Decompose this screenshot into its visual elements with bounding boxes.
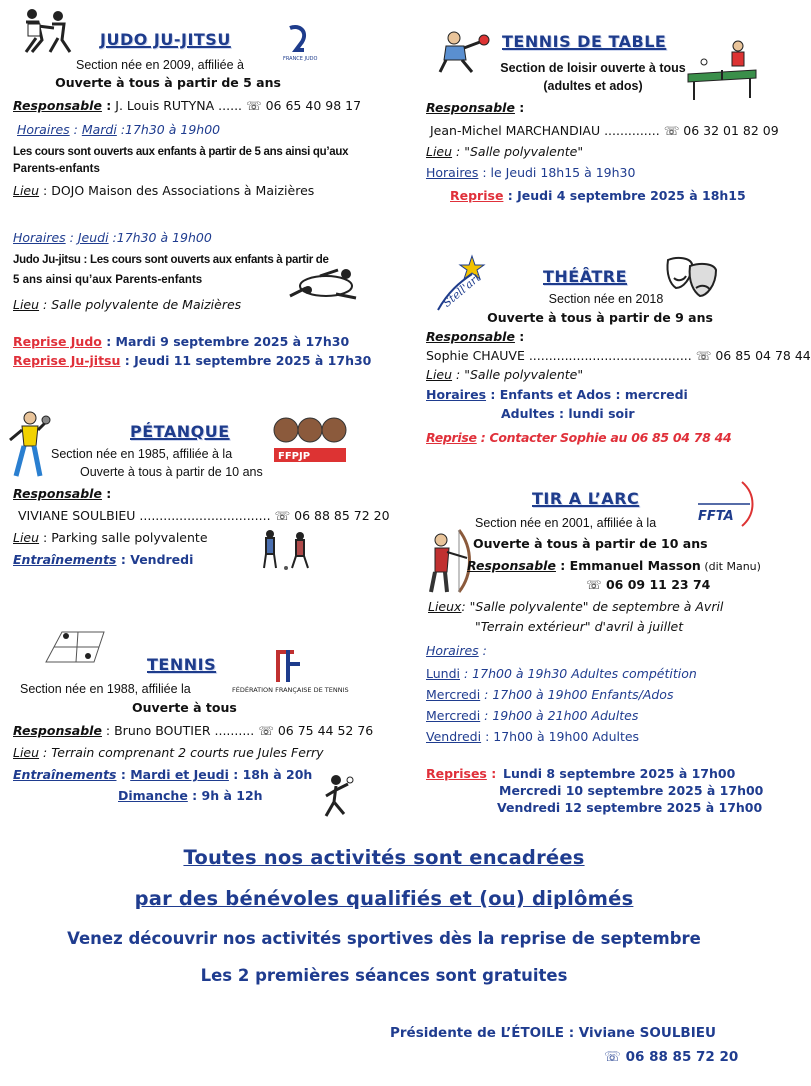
tennis-table-responsable bbox=[426, 99, 524, 116]
tennis-ent-day2: Dimanche bbox=[118, 788, 188, 803]
theatre-resp-value: Sophie CHAUVE ......................................... bbox=[426, 348, 692, 363]
tennis-table-desc-1: Section de loisir ouverte à tous bbox=[500, 61, 686, 75]
tir-arc-h-sep: : bbox=[478, 643, 487, 658]
judo-fighters-icon bbox=[18, 6, 74, 54]
tennis-founded: Section née en 1988, affiliée la bbox=[20, 682, 191, 696]
judo-reprise2-value: : Jeudi 11 septembre 2025 à 17h30 bbox=[120, 353, 372, 368]
theatre-title: THÉÂTRE bbox=[543, 267, 628, 286]
judo-horaires-2 bbox=[13, 229, 212, 246]
petanque-title: PÉTANQUE bbox=[130, 422, 230, 441]
theatre-lieu bbox=[426, 366, 583, 383]
tir-arc-schedule-row-0 bbox=[426, 665, 697, 682]
judo-h1-note-1: Les cours sont ouverts aux enfants à partir de 5 ans ainsi qu’aux bbox=[13, 146, 349, 158]
petanque-resp-line bbox=[18, 507, 390, 524]
tir-arc-schedule-value: : 17h00 à 19h00 Enfants/Ados bbox=[480, 687, 674, 702]
tennis-table-desc-2: (adultes et ados) bbox=[543, 79, 643, 93]
tennis-table-resp-value: Jean-Michel MARCHANDIAU .............. bbox=[430, 123, 660, 138]
theatre-responsable bbox=[426, 328, 524, 345]
tir-arc-founded: Section née en 2001, affiliée à la bbox=[475, 516, 657, 530]
petanque-open: Ouverte à tous à partir de 10 ans bbox=[80, 465, 263, 479]
tir-arc-horaires bbox=[426, 642, 487, 659]
tir-arc-schedule-day: Mercredi bbox=[426, 687, 481, 702]
judo-h1-sep: : bbox=[69, 122, 82, 137]
tennis-table-resp-phone[interactable]: ☏ 06 32 01 82 09 bbox=[663, 123, 779, 138]
tennis-table-reprise-value: : Jeudi 4 septembre 2025 à 18h15 bbox=[503, 188, 746, 203]
judo-founded: Section née en 2009, affiliée à bbox=[76, 58, 244, 72]
tennis-entrainements-2 bbox=[118, 787, 263, 804]
judo-resp-value: J. Louis RUTYNA ...... bbox=[111, 98, 243, 113]
theatre-reprise bbox=[426, 429, 731, 446]
petanque-ent-value: : Vendredi bbox=[116, 552, 194, 567]
tir-arc-resp-phone[interactable]: ☏ 06 09 11 23 74 bbox=[586, 577, 711, 592]
judo-horaires-1 bbox=[17, 121, 220, 138]
tennis-resp-phone[interactable]: ☏ 06 75 44 52 76 bbox=[258, 723, 374, 738]
judo-lieu1-label: Lieu bbox=[13, 183, 40, 198]
tennis-table-lieu bbox=[426, 143, 583, 160]
petanque-lieu-label: Lieu bbox=[13, 530, 40, 545]
theatre-horaires bbox=[426, 386, 688, 403]
tir-arc-schedule-row-2 bbox=[426, 707, 638, 724]
ffta-logo bbox=[694, 480, 754, 530]
tennis-table-reprise bbox=[450, 187, 746, 204]
judo-lieu-1 bbox=[13, 182, 314, 199]
tennis-responsable bbox=[13, 722, 373, 739]
judo-throw-icon bbox=[286, 262, 366, 302]
tir-arc-reprise-3: Vendredi 12 septembre 2025 à 17h00 bbox=[497, 800, 763, 815]
theatre-resp-label: Responsable bbox=[426, 329, 515, 344]
tennis-table-resp-line bbox=[430, 122, 779, 139]
tennis-table-resp-label: Responsable bbox=[426, 100, 515, 115]
tennis-table-h-label: Horaires bbox=[426, 165, 479, 180]
tir-arc-h-label: Horaires bbox=[426, 643, 479, 658]
tennis-table-lieu-label: Lieu bbox=[426, 144, 453, 159]
theatre-reprise-value: : Contacter Sophie au 06 85 04 78 44 bbox=[476, 430, 732, 445]
tennis-resp-value: : Bruno BOUTIER .......... bbox=[101, 723, 255, 738]
petanque-founded: Section née en 1985, affiliée à la bbox=[51, 447, 233, 461]
fft-logo bbox=[232, 648, 349, 694]
judo-open: Ouverte à tous à partir de 5 ans bbox=[55, 75, 281, 90]
judo-resp-sep: : bbox=[101, 98, 112, 113]
footer-line-4: Les 2 premières séances sont gratuites bbox=[200, 966, 568, 985]
ffpjp-logo-text: FFPJP bbox=[278, 451, 311, 462]
judo-lieu1-value: : DOJO Maison des Associations à Maizières bbox=[39, 183, 315, 198]
tennis-entrainements bbox=[13, 766, 312, 783]
theatre-h-label: Horaires bbox=[426, 387, 487, 402]
judo-lieu2-value: : Salle polyvalente de Maizières bbox=[39, 297, 242, 312]
judo-reprise1-label: Reprise Judo bbox=[13, 334, 102, 349]
tir-arc-reprise-label: Reprises bbox=[426, 766, 487, 781]
tir-arc-schedule-row-3 bbox=[426, 728, 639, 745]
judo-h1-note-2: Parents-enfants bbox=[13, 163, 100, 175]
petanque-players-icon bbox=[260, 528, 318, 572]
tennis-resp-label: Responsable bbox=[13, 723, 102, 738]
archer-icon bbox=[423, 528, 473, 594]
judo-responsable bbox=[13, 97, 361, 114]
judo-resp-phone[interactable]: ☏ 06 65 40 98 17 bbox=[246, 98, 362, 113]
judo-lieu2-label: Lieu bbox=[13, 297, 40, 312]
tir-arc-reprise-1: Lundi 8 septembre 2025 à 17h00 bbox=[503, 766, 736, 781]
tir-arc-lieux bbox=[428, 598, 723, 615]
tir-arc-lieux-label: Lieux bbox=[428, 599, 462, 614]
theatre-lieu-value: : "Salle polyvalente" bbox=[452, 367, 584, 382]
judo-reprise1-value: : Mardi 9 septembre 2025 à 17h30 bbox=[101, 334, 350, 349]
footer-president: Présidente de L’ÉTOILE : Viviane SOULBIEU bbox=[390, 1025, 716, 1041]
tir-arc-schedule-row-1 bbox=[426, 686, 673, 703]
tennis-table-h-value: : le Jeudi 18h15 à 19h30 bbox=[478, 165, 636, 180]
fft-logo-text: FÉDÉRATION FRANÇAISE DE TENNIS bbox=[232, 686, 349, 694]
tennis-table-title: TENNIS DE TABLE bbox=[502, 32, 667, 51]
france-judo-logo bbox=[282, 24, 318, 68]
petanque-player-icon bbox=[6, 410, 50, 482]
judo-title: JUDO JU-JITSU bbox=[100, 30, 231, 49]
petanque-responsable bbox=[13, 485, 111, 502]
tennis-ent-days: Mardi et Jeudi bbox=[130, 767, 229, 782]
tennis-title: TENNIS bbox=[147, 655, 217, 674]
theatre-h-value-2: Adultes : lundi soir bbox=[501, 406, 635, 421]
petanque-resp-value: VIVIANE SOULBIEU ................................. bbox=[18, 508, 271, 523]
judo-reprise2-label: Reprise Ju-jitsu bbox=[13, 353, 121, 368]
tennis-table-horaires bbox=[426, 164, 635, 181]
footer-line-3: Venez découvrir nos activités sportives dès la reprise de septembre bbox=[67, 929, 701, 948]
tennis-table-reprise-label: Reprise bbox=[450, 188, 504, 203]
france-judo-logo-text: FRANCE JUDO bbox=[283, 56, 318, 62]
tir-arc-title: TIR A L’ARC bbox=[532, 489, 640, 508]
tir-arc-lieux-value-1: : "Salle polyvalente" de septembre à Avril bbox=[461, 599, 724, 614]
tir-arc-schedule-day: Vendredi bbox=[426, 729, 482, 744]
tennis-table-lieu-value: : "Salle polyvalente" bbox=[452, 144, 584, 159]
tir-arc-schedule-value: : 19h00 à 21h00 Adultes bbox=[480, 708, 639, 723]
judo-h1-day: Mardi bbox=[81, 122, 117, 137]
theatre-h-value-1: : Enfants et Ados : mercredi bbox=[486, 387, 688, 402]
judo-h2-time: :17h30 à 19h00 bbox=[108, 230, 212, 245]
ffta-logo-text: FFTA bbox=[698, 509, 734, 524]
footer-line-2: par des bénévoles qualifiés et (ou) diplômés bbox=[134, 887, 634, 910]
petanque-resp-sep: : bbox=[101, 486, 112, 501]
tir-arc-responsable bbox=[467, 557, 761, 575]
theatre-lieu-label: Lieu bbox=[426, 367, 453, 382]
judo-reprise-2 bbox=[13, 352, 371, 369]
judo-h2-note-2: 5 ans ainsi qu’aux Parents-enfants bbox=[13, 274, 203, 286]
judo-h1-label: Horaires bbox=[17, 122, 70, 137]
petanque-resp-phone[interactable]: ☏ 06 88 85 72 20 bbox=[274, 508, 390, 523]
tennis-ent-time: : 18h à 20h bbox=[228, 767, 313, 782]
stellart-logo-text: Stell'art bbox=[440, 271, 484, 310]
judo-h2-day: Jeudi bbox=[77, 230, 109, 245]
tir-arc-open: Ouverte à tous à partir de 10 ans bbox=[473, 536, 708, 551]
theatre-founded: Section née en 2018 bbox=[548, 292, 664, 306]
judo-lieu-2 bbox=[13, 296, 241, 313]
tennis-lieu-value: : Terrain comprenant 2 courts rue Jules Ferry bbox=[39, 745, 324, 760]
footer-line-1: Toutes nos activités sont encadrées bbox=[183, 846, 585, 869]
judo-reprise-1 bbox=[13, 333, 349, 350]
theatre-resp-phone[interactable]: ☏ 06 85 04 78 44 bbox=[695, 348, 811, 363]
tennis-lieu-label: Lieu bbox=[13, 745, 40, 760]
tir-arc-schedule-value: : 17h00 à 19h30 Adultes compétition bbox=[460, 666, 697, 681]
petanque-lieu bbox=[13, 529, 208, 546]
tennis-table-resp-sep: : bbox=[514, 100, 525, 115]
judo-h2-note-1: Judo Ju-jitsu : Les cours sont ouverts aux enfants à partir de bbox=[13, 254, 329, 266]
tir-arc-lieux-value-2: "Terrain extérieur" d'avril à juillet bbox=[475, 619, 684, 634]
tennis-ent-time2: : 9h à 12h bbox=[187, 788, 263, 803]
tir-arc-resp-label: Responsable bbox=[467, 558, 556, 573]
petanque-resp-label: Responsable bbox=[13, 486, 102, 501]
petanque-ent-label: Entraînements bbox=[13, 552, 117, 567]
tir-arc-reprises bbox=[426, 765, 496, 782]
judo-h1-time: :17h30 à 19h00 bbox=[116, 122, 221, 137]
tennis-ent-label: Entraînements bbox=[13, 767, 117, 782]
tennis-court-icon bbox=[42, 622, 108, 668]
judo-h2-label: Horaires bbox=[13, 230, 66, 245]
tir-arc-schedule-value: : 17h00 à 19h00 Adultes bbox=[481, 729, 640, 744]
theatre-reprise-label: Reprise bbox=[426, 430, 477, 445]
judo-resp-label: Responsable bbox=[13, 98, 102, 113]
tir-arc-schedule-day: Mercredi bbox=[426, 708, 481, 723]
tir-arc-schedule-day: Lundi bbox=[426, 666, 460, 681]
petanque-lieu-value: : Parking salle polyvalente bbox=[39, 530, 208, 545]
theatre-resp-sep: : bbox=[514, 329, 525, 344]
footer-phone[interactable]: ☏ 06 88 85 72 20 bbox=[604, 1049, 739, 1065]
theatre-open: Ouverte à tous à partir de 9 ans bbox=[487, 310, 713, 325]
tennis-player-icon bbox=[320, 774, 354, 820]
tir-arc-resp-dit: (dit Manu) bbox=[700, 560, 761, 573]
tennis-lieu bbox=[13, 744, 324, 761]
tir-arc-reprise-sep: : bbox=[486, 766, 497, 781]
ffpjp-logo bbox=[272, 416, 348, 464]
theatre-resp-line bbox=[426, 347, 811, 364]
tir-arc-resp-value: : Emmanuel Masson bbox=[555, 558, 701, 573]
tennis-ent-sep: : bbox=[116, 767, 131, 782]
tennis-open: Ouverte à tous bbox=[132, 700, 237, 715]
petanque-entrainements bbox=[13, 551, 193, 568]
tir-arc-reprise-2: Mercredi 10 septembre 2025 à 17h00 bbox=[499, 783, 764, 798]
judo-h2-sep: : bbox=[65, 230, 78, 245]
